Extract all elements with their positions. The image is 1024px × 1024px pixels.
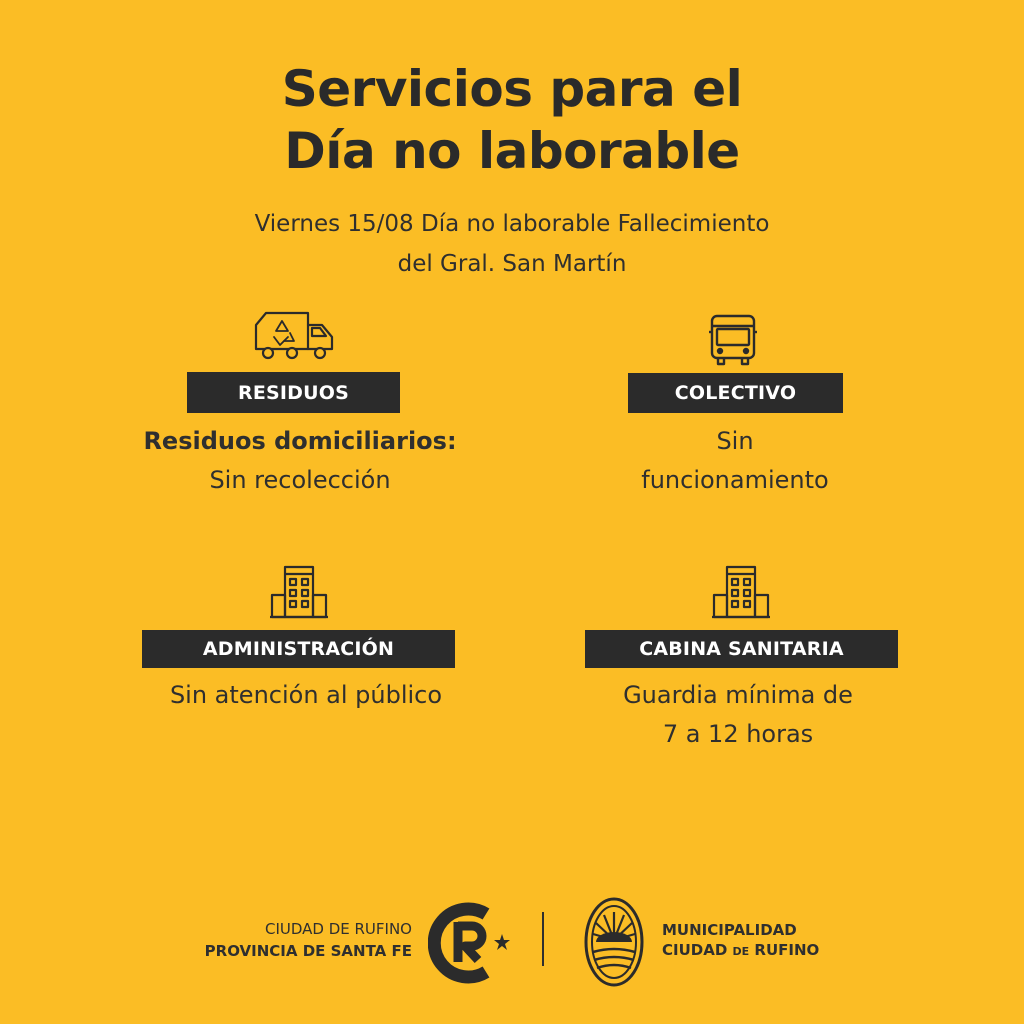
building-icon xyxy=(270,565,328,619)
subtitle xyxy=(0,204,1024,284)
residuos-detail-bold: Residuos domiciliarios: xyxy=(143,427,457,455)
administracion-detail: Sin atención al público xyxy=(169,681,443,709)
ciudad-rufino-logo-icon xyxy=(428,900,514,986)
title-line-2: Día no laborable xyxy=(284,122,740,180)
colectivo-detail xyxy=(580,422,890,500)
footer-city: CIUDAD DE RUFINO xyxy=(264,920,412,938)
municipalidad-seal-icon xyxy=(583,896,645,988)
cabina-sanitaria-detail xyxy=(560,676,916,754)
cabina-detail-line-1: Guardia mínima de xyxy=(623,681,853,709)
garbage-truck-icon xyxy=(252,309,336,361)
label-colectivo: COLECTIVO xyxy=(628,373,843,413)
residuos-detail-text: Sin recolección xyxy=(209,466,391,494)
footer-municipalidad-line-2: CIUDAD DE RUFINO xyxy=(662,941,820,959)
bus-icon xyxy=(708,314,758,366)
footer-municipalidad xyxy=(662,920,819,962)
footer-divider xyxy=(542,912,544,966)
subtitle-line-1: Viernes 15/08 Día no laborable Fallecimiento xyxy=(254,211,770,237)
colectivo-detail-line-1: Sin xyxy=(716,427,754,455)
residuos-detail xyxy=(110,422,490,500)
building-icon xyxy=(712,565,770,619)
label-administracion: ADMINISTRACIÓN xyxy=(142,630,455,668)
cabina-detail-line-2: 7 a 12 horas xyxy=(662,720,814,748)
label-cabina-sanitaria: CABINA SANITARIA xyxy=(585,630,898,668)
footer-province: PROVINCIA DE SANTA FE xyxy=(204,942,412,960)
page-title xyxy=(0,58,1024,182)
footer-municipalidad-line-1: MUNICIPALIDAD xyxy=(662,921,797,939)
label-residuos: RESIDUOS xyxy=(187,372,400,413)
colectivo-detail-line-2: funcionamiento xyxy=(641,466,829,494)
footer-city-province xyxy=(205,918,412,962)
title-line-1: Servicios para el xyxy=(281,60,743,118)
subtitle-line-2: del Gral. San Martín xyxy=(397,251,627,277)
